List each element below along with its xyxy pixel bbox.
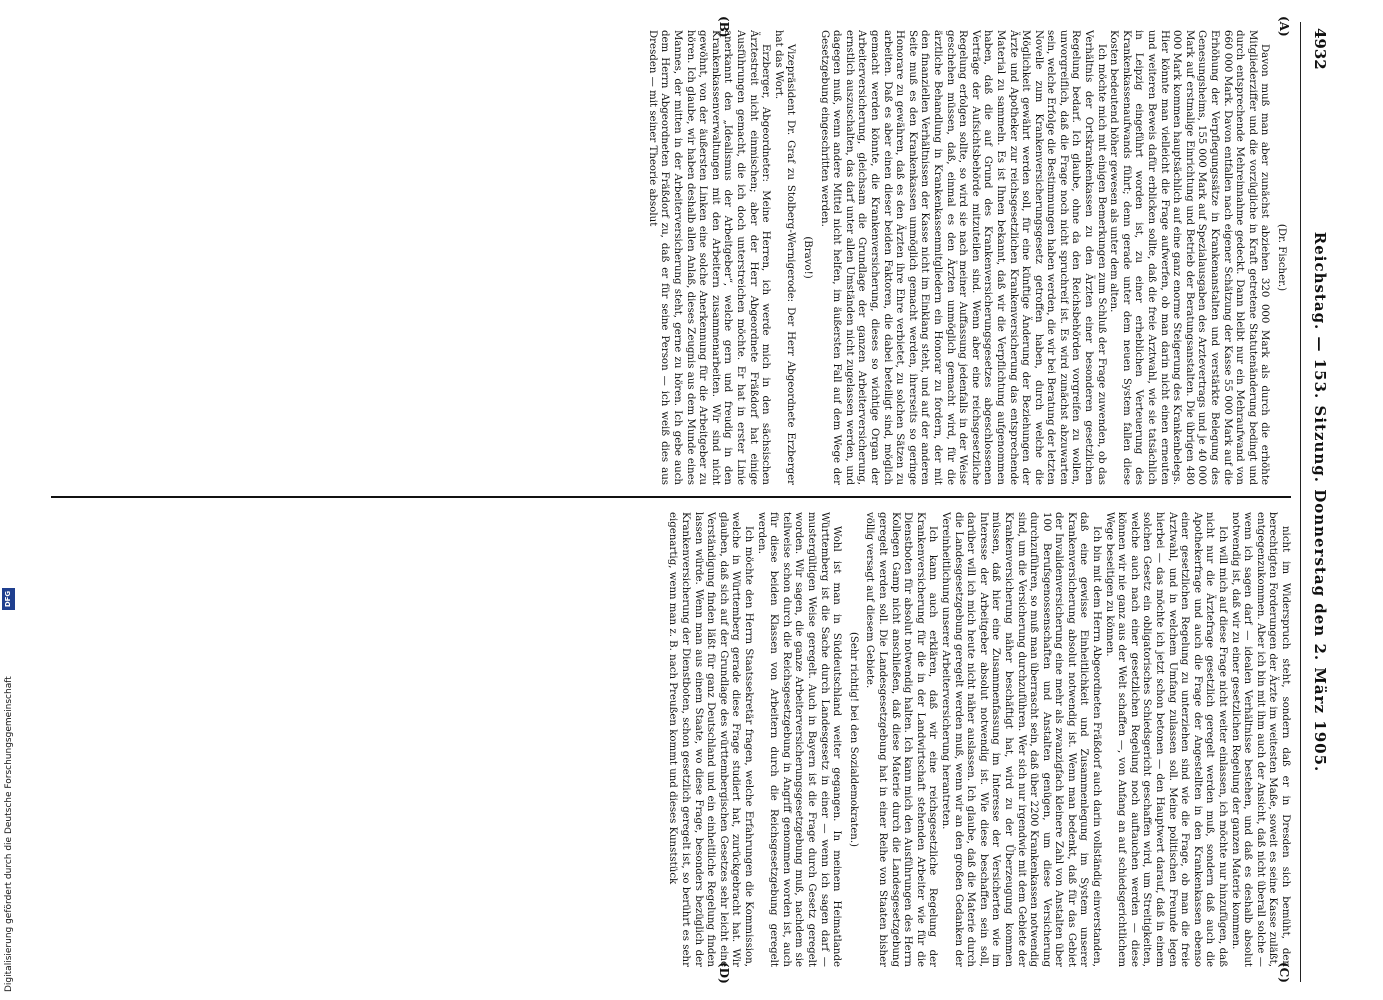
paragraph: Ich möchte den Herrn Staatssekretär fragen, welche Erfahrungen die Kommission, welche in Württemberg gerade diese Frage studiert hat, zurückgebracht hat. Wir glauben, daß sich auf der Grundlage des württembergischen Gesetzes sehr leicht eine Verständigung finden läßt für ganz Deutschland und ein einheitliche Regelung finden lassen würde. Wenn man aus einem Staate, wo diese Frage, besonders bezüglich der Krankenversicherung der Dienstboten, schon gesetzlich geregelt ist, so berührt es sehr eigenartig, wenn man z. B. nach Preußen kommt und dieses Kunststück xyxy=(667,512,755,967)
margin-marker-b: (B) xyxy=(717,16,731,38)
right-column xyxy=(51,512,1291,967)
paragraph: Davon muß man aber zunächst abziehen 320 000 Mark als durch die erhöhte Mitgliederziffer und die vorzügliche in Kraft getretene Statutenänderung bedingt und durch entsprechende Mehreinnahme gedeckt. Dann bleibt nur ein Mehraufwand von 660 000 Mark. Davon entfallen nach eigener Schätzung der Kasse 55 000 Mark auf die Erhöhung der Verpflegungssätze in Krankenanstalten und verstärkte Belegung des Genesungsheims, 155 000 Mark auf Spezialausgaben des Arztevertrags und je 40 000 Mark auf erstmalige Einrichtung und Betrieb der Beratungsanstalten. Die übrigen 480 000 Mark kommen hauptsächlich auf eine ganz enorme Steigerung des Krankenbelegs. Hier könnte man vielleicht die Frage aufwerfen, ob man darin nicht einen erneuten und weiteren Beweis dafür erblicken sollte, daß die freie Arztwahl, wie sie tatsächlich in Leipzig eingeführt worden ist, zu einer erheblichen Verteuerung des Krankenkassenaufwands führt; denn gerade unter dem neuen System fallen diese Kosten bedeutend höher gewesen als unter dem alten. xyxy=(1108,30,1271,485)
page-number: 4932 xyxy=(1311,28,1329,70)
interjection: (Bravo!) xyxy=(802,236,814,279)
margin-marker-c: (C) xyxy=(1277,962,1291,983)
dfg-logo-text: DFG xyxy=(4,590,13,608)
paragraph: Ich will mich auf diese Frage nicht weiter einlassen, ich möchte nur hinzufügen, daß nicht nur die Ärztefrage gesetzlich geregelt werden muß, sondern daß auch die Apothekerfrage und auch die Frage der Angestellten in den Krankenkassen ebenso einer gesetzlichen Regelung zu unterziehen sind wie die Frage, ob man die freie Arztwahl, und in welchem Umfang zulassen soll. Meine politischen Freunde legen hierbei — das möchte ich jetzt schon betonen — den Hauptwert darauf, daß in einem solchen Gesetz ein obligatorisches Schiedsgericht geschaffen wird, um Streitigkeiten, welche auch nach einer gesetzlichen Regelung noch auftauchen werden — diese können wir nie ganz aus der Welt schaffen —, von Anfang an auf schiedsgerichtlichem Wege beseitigen zu können. xyxy=(1103,512,1229,967)
text-columns xyxy=(51,16,1291,984)
speaker-tag: (Dr. Fischer.) xyxy=(1276,223,1287,292)
column-divider xyxy=(51,496,1291,498)
page-title: Reichstag. — 153. Sitzung. Donnerstag den 2. März 1905. xyxy=(1311,231,1329,773)
credit-text: Digitalisierung gefördert durch die Deutsche Forschungsgemeinschaft xyxy=(4,676,14,992)
paragraph: Ich bin mit dem Herrn Abgeordneten Fräßdorf auch darin vollständig einverstanden, daß eine gewisse Einheitlichkeit und Zusammenlegung im System unserer Krankenversicherung absolut notwendig ist. Wenn man bedenkt, daß für das Gebiet der Invalidenversicherung eine mehr als zwanzigfach kleinere Zahl von Anstalten über 100 Berufsgenossenschaften und Anstalten genügen, um diese Versicherung durchzuführen, so muß man überrascht sein, daß über 2200 Krankenkassen notwendig sind, um die Versicherung durchzuführen. Wer sich nur irgendwie mit dem Gebiete der Krankenversicherung näher beschäftigt hat, wird zu der Überzeugung kommen müssen, daß hier eine Zusammenfassung im Interesse der Versicherten wie im Interesse der Arbeitgeber absolut notwendig ist. Wie diese beschaffen sein soll, darüber will ich mich heute nicht näher auslassen. Ich glaube, daß die Materie durch die Landesgesetzgebung geregelt werden muß, wenn wir an den großen Gedanken der Vereinheitlichung unserer Arbeiterversicherung herantreten. xyxy=(939,512,1103,967)
margin-marker-d: (D) xyxy=(717,962,731,984)
paragraph: Ich möchte mich mit einigen Bemerkungen zum Schluß der Frage zuwenden, ob das Verhältnis der Ortskrankenkassen zu den Ärzten einer besonderen gesetzlichen Regelung bedarf. Ich glaube, ohne da den Reichsbehörden vorgreifen zu wollen, unvorgreiflich, daß die Frage noch nicht spruchreif ist. Es wird zunächst abzuwarten sein, welche Erfolge die Bestimmungen haben werden, die wir bei Beratung der letzten Novelle zum Krankenversicherungsgesetz getroffen haben, durch welche die Möglichkeit gewährt werden soll, für eine künftige Änderung der Beziehungen der Ärzte und Apotheker zur reichsgesetzlichen Krankenversicherung das entsprechende Material zu sammeln. Es ist Ihnen bekannt, daß wir die Verpflichtung aufgenommen haben, daß die auf Grund des Krankenversicherungsgesetzes abgeschlossenen Verträge der Aufsichtsbehörde mitzuteilen sind. Wenn aber eine reichsgesetzliche Regelung erfolgen sollte, so wird sie nach meiner Auffassung jedenfalls in der Weise geschehen müssen, daß, einmal es den Ärzten unmöglich gemacht wird, für die ärztliche Behandlung in Krankenkassenmitgliedern ein Honorar zu fordern, der mit den finanziellen Verhältnissen der Kasse nicht im Einklang steht, und auf der anderen Seite muß es den Krankenkassen unmöglich gemacht werden, ihrerseits so geringe Honorare zu gewähren, daß es den Ärzten ihre Ehre verbietet, zu solchen Sätzen zu arbeiten. Daß es aber einen dieser beiden Faktoren, die dabei beteiligt sind, möglich gemacht werden könnte, die Krankenversicherung, dieses so wichtige Organ der Arbeiterversicherung, gleichsam die Grundlage der ganzen Arbeiterversicherung, ernstlich auszuschalten, das darf unter allen Umständen nicht zugelassen werden, und dagegen muß, wenn andere Mittel nicht helfen, im äußersten Fall auf dem Wege der Gesetzgebung eingeschritten werden. xyxy=(818,30,1107,485)
page-header xyxy=(1300,22,1335,982)
paragraph: Ich kann auch erklären, daß wir eine reichsgesetzliche Regelung der Krankenversicherung für die in der Landwirtschaft stehenden Arbeiter wie für die Dienstboten für absolut notwendig halten. Ich kann mich den Ausführungen des Herrn Kollegen Gamp nicht anschließen, daß diese Materie durch die Landesgesetzgebung geregelt werden soll. Die Landesgesetzgebung hat in einer Reihe von Staaten bisher völlig versagt auf diesem Gebiete. xyxy=(864,512,939,967)
rotated-page-content xyxy=(45,16,1335,984)
paragraph: nicht im Widerspruch steht, sondern daß er in Dresden sich bemüht, den berechtigten Forderungen der Ärzte im weitesten Maße, soweit es seine Kasse zuläßt, entgegenzukommen. Aber ich bin mit ihm auch der Ansicht, daß nicht überall solche — wenn ich sagen darf — idealen Verhältnisse bestehen, und daß es deshalb absolut notwendig ist, daß wir zu einer gesetzlichen Regelung der ganzen Materie kommen. xyxy=(1229,512,1291,967)
dfg-logo xyxy=(2,588,15,610)
margin-marker-a: (A) xyxy=(1277,16,1291,37)
paragraph: Erzberger, Abgeordneter: Meine Herren, ich werde mich in den sächsischen Ärztestreit nicht einmischen; aber der Herr Abgeordnete Fräßdorf hat einige Ausführungen gemacht, die ich doch unterstreichen möchte. Er hat in erster Linie anerkannt den „Idealismus der Arbeitgeber“, welche gern und freudig in den Krankenkassenverwaltungen mit den Arbeitern zusammenarbeiten. Wir sind nicht gewöhnt, von der äußersten Linken eine solche Anerkennung für die Arbeitgeber zu hören. Ich glaube, wir haben deshalb allen Anlaß, dieses Zeugnis aus dem Munde eines Mannes, der mitten in der Arbeiterversicherung steht, gerne zu hören. Ich gebe auch dem Herrn Abgeordneten Fräßdorf zu, daß er für seine Person — ich weiß dies aus Dresden — mit seiner Theorie absolut xyxy=(646,30,772,485)
interjection: (Sehr richtig! bei den Sozialdemokraten.) xyxy=(847,631,859,848)
left-column xyxy=(51,30,1291,485)
digitization-credit xyxy=(2,612,16,992)
paragraph: Vizepräsident Dr. Graf zu Stolberg-Wernigerode: Der Herr Abgeordnete Erzberger hat das Wort. xyxy=(772,30,797,485)
paragraph: Wohl ist man in Süddeutschland weiter gegangen. In meinem Heimatlande Württemberg ist die Sache durch Landesgesetz in einer — wenn ich sagen darf — mustergültigen Weise geregelt. Auch in Bayern ist die Frage durch Gesetz geregelt worden. Wir sagen, die ganze Arbeiterversicherungsgesetzgebung muß, nachdem sie teilweise schon durch die Reichsgesetzgebung in Angriff genommen worden ist, auch für diese beiden Klassen von Arbeitern durch die Reichsgesetzgebung geregelt werden. xyxy=(755,512,843,967)
